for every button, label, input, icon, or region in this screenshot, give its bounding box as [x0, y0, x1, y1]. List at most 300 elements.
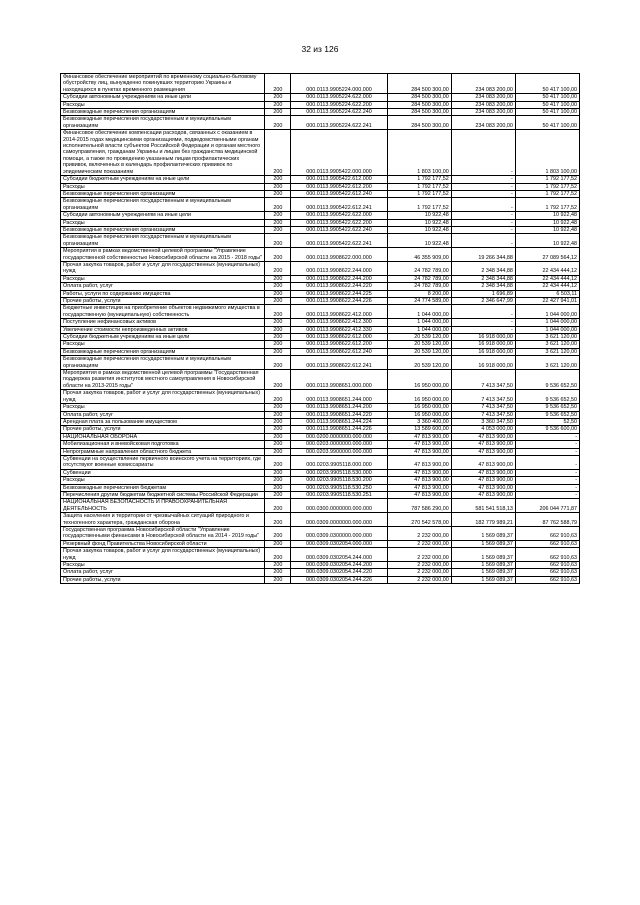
row-kbk: 000.0113.9908651.244.200	[291, 404, 387, 411]
row-unexecuted-amount: 1 792 177,52	[515, 176, 579, 183]
row-executed-amount: 16 918 000,00	[451, 348, 515, 355]
row-unexecuted-amount: 662 910,63	[515, 540, 579, 547]
table-row	[61, 477, 580, 484]
row-unexecuted-amount: 22 434 444,12	[515, 261, 579, 275]
row-unexecuted-amount: -	[515, 455, 579, 469]
row-code: 200	[265, 404, 291, 411]
row-unexecuted-amount: 87 762 588,79	[515, 513, 579, 527]
row-name: Мероприятия в рамках ведомственной целевой программы "Управление государственной собственностью Новосибирской области на 2015 - 2018 годы"	[61, 248, 265, 262]
row-code: 200	[265, 198, 291, 212]
page-number: 32 из 126	[301, 44, 339, 54]
row-unexecuted-amount: 22 434 444,12	[515, 283, 579, 290]
row-approved-amount: 284 500 300,00	[387, 94, 451, 101]
row-approved-amount: 24 774 589,00	[387, 298, 451, 305]
table-row	[61, 198, 580, 212]
table-row	[61, 326, 580, 333]
budget-table	[60, 73, 580, 584]
row-code: 200	[265, 116, 291, 130]
row-kbk: 000.0113.9905422.622.200	[291, 219, 387, 226]
row-name: Расходы	[61, 183, 265, 190]
row-name: Мероприятия в рамках ведомственной целевой программы "Государственная поддержка развития институтов местного самоуправления в Новосибирской области на 2013-2015 годы"	[61, 370, 265, 390]
table-row	[61, 370, 580, 390]
row-executed-amount: 234 083 200,00	[451, 74, 515, 94]
row-kbk: 000.0113.9905224.000.000	[291, 74, 387, 94]
row-kbk: 000.0113.9908622.000.000	[291, 248, 387, 262]
row-kbk: 000.0309.0000000.000.000	[291, 513, 387, 527]
row-name: Финансовое обеспечение мероприятий по временному социально-бытовому обустройству лиц, вынужденно покинувших территорию Украины и находящихся в пунктах временного размещения	[61, 74, 265, 94]
row-name: Резервный фонд Правительства Новосибирской области	[61, 540, 265, 547]
row-code: 200	[265, 527, 291, 541]
row-name: Субсидии бюджетным учреждениям на иные цели	[61, 176, 265, 183]
row-kbk: 000.0200.0000000.000.000	[291, 433, 387, 440]
row-code: 200	[265, 540, 291, 547]
row-kbk: 000.0309.0302054.000.000	[291, 540, 387, 547]
row-executed-amount: 47 813 900,00	[451, 441, 515, 448]
row-code: 200	[265, 261, 291, 275]
row-code: 200	[265, 390, 291, 404]
row-code: 200	[265, 226, 291, 233]
table-row	[61, 418, 580, 425]
table-row	[61, 101, 580, 108]
row-code: 200	[265, 441, 291, 448]
row-kbk: 000.0113.9905422.622.000	[291, 212, 387, 219]
row-approved-amount: 1 792 177,52	[387, 198, 451, 212]
row-kbk: 000.0113.9908622.612.240	[291, 348, 387, 355]
row-kbk: 000.0309.0302054.244.220	[291, 569, 387, 576]
row-unexecuted-amount: 3 621 120,00	[515, 356, 579, 370]
row-executed-amount: 234 083 200,00	[451, 109, 515, 116]
row-kbk: 000.0309.0302054.244.226	[291, 576, 387, 583]
row-approved-amount: 47 813 900,00	[387, 448, 451, 455]
row-executed-amount: 19 266 344,88	[451, 248, 515, 262]
row-kbk: 000.0203.9905118.530.250	[291, 484, 387, 491]
row-unexecuted-amount: 10 922,48	[515, 219, 579, 226]
row-kbk: 000.0113.9905422.612.240	[291, 190, 387, 197]
row-unexecuted-amount: 10 922,48	[515, 234, 579, 248]
table-row	[61, 499, 580, 513]
row-code: 200	[265, 298, 291, 305]
row-approved-amount: 1 044 000,00	[387, 319, 451, 326]
table-row	[61, 348, 580, 355]
row-unexecuted-amount: 9 536 652,50	[515, 370, 579, 390]
row-approved-amount: 46 355 909,00	[387, 248, 451, 262]
row-unexecuted-amount: 9 536 652,50	[515, 411, 579, 418]
row-approved-amount: 1 803 100,00	[387, 130, 451, 176]
row-approved-amount: 24 782 789,00	[387, 261, 451, 275]
row-kbk: 000.0113.9908622.244.220	[291, 283, 387, 290]
row-kbk: 000.0113.9905422.622.241	[291, 234, 387, 248]
row-kbk: 000.0113.9905224.622.000	[291, 94, 387, 101]
row-unexecuted-amount: 1 044 000,00	[515, 319, 579, 326]
row-approved-amount: 20 539 120,00	[387, 341, 451, 348]
row-unexecuted-amount: 22 427 941,01	[515, 298, 579, 305]
row-code: 200	[265, 183, 291, 190]
table-row	[61, 404, 580, 411]
row-code: 200	[265, 477, 291, 484]
row-unexecuted-amount: 3 621 120,00	[515, 334, 579, 341]
row-executed-amount: -	[451, 212, 515, 219]
row-executed-amount: -	[451, 234, 515, 248]
row-unexecuted-amount: 22 434 444,12	[515, 275, 579, 282]
table-row	[61, 219, 580, 226]
row-kbk: 000.0203.9905118.000.000	[291, 455, 387, 469]
row-code: 200	[265, 484, 291, 491]
row-approved-amount: 47 813 900,00	[387, 484, 451, 491]
row-code: 200	[265, 234, 291, 248]
row-executed-amount: 47 813 900,00	[451, 477, 515, 484]
table-row	[61, 540, 580, 547]
row-name: Расходы	[61, 101, 265, 108]
row-executed-amount: 3 360 347,50	[451, 418, 515, 425]
row-code: 200	[265, 548, 291, 562]
row-executed-amount: 1 569 089,37	[451, 562, 515, 569]
row-executed-amount: 1 569 089,37	[451, 548, 515, 562]
row-unexecuted-amount: 662 910,63	[515, 569, 579, 576]
table-row	[61, 190, 580, 197]
row-kbk: 000.0309.0302054.244.200	[291, 562, 387, 569]
row-unexecuted-amount: 50 417 100,00	[515, 116, 579, 130]
row-name: Мобилизационная и вневойсковая подготовка	[61, 441, 265, 448]
row-name: Государственная программа Новосибирской области "Управление государственными финансами в Новосибирской области на 2014 - 2019 годы"	[61, 527, 265, 541]
row-approved-amount: 16 950 000,00	[387, 370, 451, 390]
row-unexecuted-amount: 10 922,48	[515, 226, 579, 233]
row-approved-amount: 2 232 000,00	[387, 527, 451, 541]
row-approved-amount: 1 044 000,00	[387, 305, 451, 319]
budget-table-body	[61, 74, 580, 584]
row-approved-amount: 1 792 177,52	[387, 176, 451, 183]
row-approved-amount: 16 950 000,00	[387, 411, 451, 418]
row-code: 200	[265, 356, 291, 370]
row-unexecuted-amount: -	[515, 448, 579, 455]
row-kbk: 000.0203.9905118.530.000	[291, 469, 387, 476]
table-row	[61, 548, 580, 562]
row-approved-amount: 284 500 300,00	[387, 109, 451, 116]
row-executed-amount: -	[451, 319, 515, 326]
row-approved-amount: 20 539 120,00	[387, 334, 451, 341]
row-name: Бюджетные инвестиции на приобретение объектов недвижимого имущества в государственную (муниципальную) собственность	[61, 305, 265, 319]
row-executed-amount: 16 918 000,00	[451, 334, 515, 341]
row-name: Прочая закупка товаров, работ и услуг для государственных (муниципальных) нужд	[61, 261, 265, 275]
row-approved-amount: 16 950 000,00	[387, 404, 451, 411]
row-unexecuted-amount: 662 910,63	[515, 548, 579, 562]
row-approved-amount: 10 922,48	[387, 226, 451, 233]
row-name: Прочие работы, услуги	[61, 426, 265, 433]
row-code: 200	[265, 319, 291, 326]
row-kbk: 000.0113.9908622.412.300	[291, 319, 387, 326]
table-row	[61, 562, 580, 569]
row-approved-amount: 24 782 789,00	[387, 283, 451, 290]
row-name: Расходы	[61, 275, 265, 282]
row-name: Субвенции	[61, 469, 265, 476]
row-name: Безвозмездные перечисления организациям	[61, 109, 265, 116]
row-name: Безвозмездные перечисления государственным и муниципальным организациям	[61, 116, 265, 130]
row-executed-amount: 16 918 000,00	[451, 356, 515, 370]
row-executed-amount: 47 813 900,00	[451, 433, 515, 440]
row-kbk: 000.0113.9905422.612.200	[291, 183, 387, 190]
row-code: 200	[265, 212, 291, 219]
row-unexecuted-amount: 1 792 177,52	[515, 183, 579, 190]
table-row	[61, 527, 580, 541]
row-name: Поступление нефинансовых активов	[61, 319, 265, 326]
row-kbk: 000.0203.9905118.530.200	[291, 477, 387, 484]
row-name: Защита населения и территории от чрезвычайных ситуаций природного и техногенного характера, гражданская оборона	[61, 513, 265, 527]
row-code: 200	[265, 74, 291, 94]
row-unexecuted-amount: 1 792 177,52	[515, 198, 579, 212]
row-code: 200	[265, 101, 291, 108]
row-name: Работы, услуги по содержанию имущества	[61, 290, 265, 297]
row-unexecuted-amount: 1 044 000,00	[515, 305, 579, 319]
row-approved-amount: 13 589 600,00	[387, 426, 451, 433]
row-kbk: 000.0113.9905224.622.200	[291, 101, 387, 108]
table-row	[61, 484, 580, 491]
row-approved-amount: 47 813 900,00	[387, 441, 451, 448]
row-kbk: 000.0113.9908622.612.200	[291, 341, 387, 348]
row-approved-amount: 270 542 578,00	[387, 513, 451, 527]
row-approved-amount: 10 922,48	[387, 212, 451, 219]
row-unexecuted-amount: 50 417 100,00	[515, 109, 579, 116]
row-executed-amount: 47 813 900,00	[451, 469, 515, 476]
table-row	[61, 74, 580, 94]
table-row	[61, 109, 580, 116]
row-code: 200	[265, 275, 291, 282]
row-kbk: 000.0113.9905422.622.240	[291, 226, 387, 233]
row-executed-amount: 234 083 200,00	[451, 116, 515, 130]
row-unexecuted-amount: 3 621 120,00	[515, 341, 579, 348]
table-row	[61, 226, 580, 233]
row-approved-amount: 284 500 300,00	[387, 101, 451, 108]
row-code: 200	[265, 576, 291, 583]
row-executed-amount: -	[451, 326, 515, 333]
row-approved-amount: 1 792 177,52	[387, 183, 451, 190]
row-unexecuted-amount: 1 792 177,52	[515, 190, 579, 197]
table-row	[61, 341, 580, 348]
row-unexecuted-amount: -	[515, 433, 579, 440]
row-kbk: 000.0113.9905422.612.000	[291, 176, 387, 183]
row-unexecuted-amount: 662 910,63	[515, 527, 579, 541]
row-executed-amount: -	[451, 198, 515, 212]
table-row	[61, 491, 580, 498]
row-approved-amount: 47 813 900,00	[387, 433, 451, 440]
row-unexecuted-amount: 1 044 000,00	[515, 326, 579, 333]
row-code: 200	[265, 130, 291, 176]
row-executed-amount: -	[451, 183, 515, 190]
row-executed-amount: 2 348 344,88	[451, 275, 515, 282]
row-approved-amount: 10 922,48	[387, 234, 451, 248]
row-code: 200	[265, 455, 291, 469]
row-approved-amount: 10 922,48	[387, 219, 451, 226]
row-approved-amount: 20 539 120,00	[387, 356, 451, 370]
row-executed-amount: 1 569 089,37	[451, 569, 515, 576]
row-name: Расходы	[61, 477, 265, 484]
row-approved-amount: 47 813 900,00	[387, 455, 451, 469]
table-row	[61, 305, 580, 319]
row-executed-amount: 234 083 200,00	[451, 94, 515, 101]
row-executed-amount: -	[451, 305, 515, 319]
table-row	[61, 569, 580, 576]
row-unexecuted-amount: 52,50	[515, 418, 579, 425]
row-executed-amount: -	[451, 130, 515, 176]
row-executed-amount: -	[451, 176, 515, 183]
row-approved-amount: 284 500 300,00	[387, 74, 451, 94]
table-row	[61, 261, 580, 275]
row-code: 200	[265, 248, 291, 262]
row-code: 200	[265, 348, 291, 355]
row-approved-amount: 787 586 290,00	[387, 499, 451, 513]
row-name: Прочие работы, услуги	[61, 576, 265, 583]
row-approved-amount: 20 539 120,00	[387, 348, 451, 355]
row-executed-amount: 182 779 989,21	[451, 513, 515, 527]
row-executed-amount: 4 053 000,00	[451, 426, 515, 433]
row-kbk: 000.0113.9908622.412.330	[291, 326, 387, 333]
row-approved-amount: 2 232 000,00	[387, 548, 451, 562]
table-row	[61, 290, 580, 297]
row-executed-amount: 234 083 200,00	[451, 101, 515, 108]
row-unexecuted-amount: -	[515, 441, 579, 448]
row-name: Безвозмездные перечисления организациям	[61, 190, 265, 197]
row-code: 200	[265, 305, 291, 319]
row-code: 200	[265, 334, 291, 341]
row-executed-amount: 47 813 900,00	[451, 484, 515, 491]
row-code: 200	[265, 283, 291, 290]
row-name: Расходы	[61, 219, 265, 226]
row-code: 200	[265, 190, 291, 197]
row-approved-amount: 47 813 900,00	[387, 477, 451, 484]
table-row	[61, 390, 580, 404]
row-kbk: 000.0113.9908651.244.226	[291, 426, 387, 433]
row-name: Прочая закупка товаров, работ и услуг для государственных (муниципальных) нужд	[61, 390, 265, 404]
row-kbk: 000.0113.9908622.244.200	[291, 275, 387, 282]
row-name: Расходы	[61, 341, 265, 348]
table-row	[61, 576, 580, 583]
row-executed-amount: 1 569 089,37	[451, 540, 515, 547]
row-kbk: 000.0309.0302054.244.000	[291, 548, 387, 562]
row-kbk: 000.0113.9908622.244.000	[291, 261, 387, 275]
row-approved-amount: 1 044 000,00	[387, 326, 451, 333]
table-row	[61, 183, 580, 190]
row-executed-amount: 1 569 089,37	[451, 527, 515, 541]
table-row	[61, 319, 580, 326]
row-name: Расходы	[61, 404, 265, 411]
row-code: 200	[265, 418, 291, 425]
row-kbk: 000.0113.9908622.612.000	[291, 334, 387, 341]
row-name: Безвозмездные перечисления организациям	[61, 226, 265, 233]
row-kbk: 000.0113.9908651.244.000	[291, 390, 387, 404]
row-kbk: 000.0113.9908622.612.241	[291, 356, 387, 370]
row-code: 200	[265, 469, 291, 476]
row-name: Оплата работ, услуг	[61, 283, 265, 290]
row-kbk: 000.0113.9908651.244.224	[291, 418, 387, 425]
table-row	[61, 426, 580, 433]
row-code: 200	[265, 219, 291, 226]
row-name: Субвенции на осуществление первичного воинского учета на территориях, где отсутствуют военные комиссариаты	[61, 455, 265, 469]
row-code: 200	[265, 370, 291, 390]
row-executed-amount: -	[451, 226, 515, 233]
row-approved-amount: 8 200,00	[387, 290, 451, 297]
row-unexecuted-amount: 27 089 564,12	[515, 248, 579, 262]
row-kbk: 000.0203.9900000.000.000	[291, 448, 387, 455]
row-name: Безвозмездные перечисления организациям	[61, 348, 265, 355]
table-row	[61, 176, 580, 183]
row-executed-amount: 7 413 347,50	[451, 370, 515, 390]
row-code: 200	[265, 491, 291, 498]
row-code: 200	[265, 94, 291, 101]
table-row	[61, 356, 580, 370]
row-kbk: 000.0113.9905224.622.241	[291, 116, 387, 130]
row-code: 200	[265, 326, 291, 333]
row-name: НАЦИОНАЛЬНАЯ ОБОРОНА	[61, 433, 265, 440]
row-unexecuted-amount: 50 417 100,00	[515, 101, 579, 108]
row-name: Перечисления другим бюджетам бюджетной системы Российской Федерации	[61, 491, 265, 498]
row-unexecuted-amount: 9 536 600,00	[515, 426, 579, 433]
row-code: 200	[265, 109, 291, 116]
row-code: 200	[265, 448, 291, 455]
row-code: 200	[265, 426, 291, 433]
row-executed-amount: -	[451, 219, 515, 226]
row-name: Оплата работ, услуг	[61, 411, 265, 418]
row-executed-amount: -	[451, 190, 515, 197]
row-unexecuted-amount: 3 621 120,00	[515, 348, 579, 355]
row-approved-amount: 1 792 177,52	[387, 190, 451, 197]
row-executed-amount: 7 413 347,50	[451, 404, 515, 411]
row-kbk: 000.0113.9908651.244.220	[291, 411, 387, 418]
row-approved-amount: 16 950 000,00	[387, 390, 451, 404]
row-unexecuted-amount: -	[515, 484, 579, 491]
row-kbk: 000.0113.9908622.412.000	[291, 305, 387, 319]
row-approved-amount: 2 232 000,00	[387, 569, 451, 576]
table-row	[61, 298, 580, 305]
table-row	[61, 130, 580, 176]
row-executed-amount: 2 348 344,88	[451, 261, 515, 275]
row-approved-amount: 284 500 300,00	[387, 116, 451, 130]
row-kbk: 000.0203.9905118.530.251	[291, 491, 387, 498]
row-name: Безвозмездные перечисления государственным и муниципальным организациям	[61, 356, 265, 370]
row-name: Безвозмездные перечисления бюджетам	[61, 484, 265, 491]
row-executed-amount: 7 413 347,50	[451, 411, 515, 418]
row-code: 200	[265, 411, 291, 418]
row-code: 200	[265, 290, 291, 297]
row-unexecuted-amount: -	[515, 477, 579, 484]
row-name: Расходы	[61, 562, 265, 569]
row-executed-amount: 47 813 900,00	[451, 491, 515, 498]
row-executed-amount: 47 813 900,00	[451, 448, 515, 455]
table-row	[61, 212, 580, 219]
row-executed-amount: 581 541 518,13	[451, 499, 515, 513]
row-unexecuted-amount: 10 922,48	[515, 212, 579, 219]
table-row	[61, 116, 580, 130]
row-code: 200	[265, 569, 291, 576]
row-code: 200	[265, 176, 291, 183]
row-name: Субсидии автономным учреждениям на иные цели	[61, 212, 265, 219]
row-unexecuted-amount: 9 536 652,50	[515, 390, 579, 404]
row-unexecuted-amount: -	[515, 469, 579, 476]
row-approved-amount: 24 782 789,00	[387, 275, 451, 282]
table-row	[61, 513, 580, 527]
row-approved-amount: 2 232 000,00	[387, 562, 451, 569]
row-name: Непрограммные направления областного бюджета	[61, 448, 265, 455]
table-row	[61, 334, 580, 341]
table-row	[61, 469, 580, 476]
row-approved-amount: 2 232 000,00	[387, 576, 451, 583]
row-name: Прочие работы, услуги	[61, 298, 265, 305]
row-name: Увеличение стоимости непроизведенных активов	[61, 326, 265, 333]
row-unexecuted-amount: 6 503,11	[515, 290, 579, 297]
row-unexecuted-amount: -	[515, 491, 579, 498]
row-executed-amount: 47 813 900,00	[451, 455, 515, 469]
row-unexecuted-amount: 9 536 652,50	[515, 404, 579, 411]
row-unexecuted-amount: 206 044 771,87	[515, 499, 579, 513]
row-kbk: 000.0113.9905422.612.241	[291, 198, 387, 212]
row-name: Субсидии бюджетным учреждениям на иные цели	[61, 334, 265, 341]
